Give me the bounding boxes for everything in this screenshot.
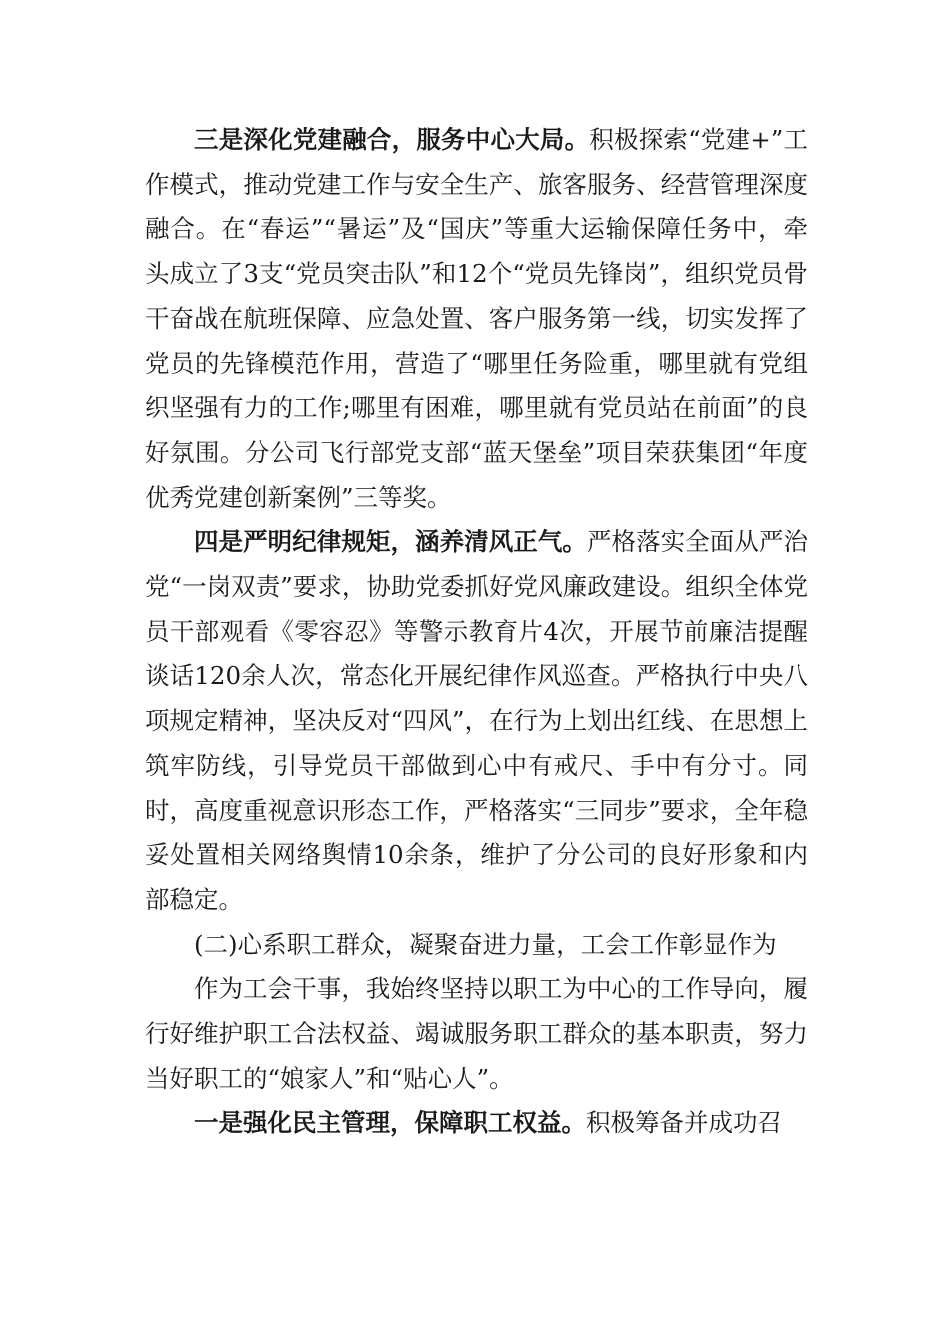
paragraph-union-intro xyxy=(145,967,808,1101)
section-heading-text: (二)心系职工群众，凝聚奋进力量，工会工作彰显作为 xyxy=(194,929,777,959)
section-heading-union-work xyxy=(145,923,808,968)
paragraph-heading: 一是强化民主管理，保障职工权益。 xyxy=(194,1108,586,1138)
paragraph-body: 作为工会干事，我始终坚持以职工为中心的工作导向，履行好维护职工合法权益、竭诚服务职工群众的基本职责，努力当好职工的“娘家人”和“贴心人”。 xyxy=(145,974,808,1093)
paragraph-democratic-management xyxy=(145,1101,808,1146)
paragraph-discipline xyxy=(145,520,808,922)
paragraph-body: 积极探索“党建+”工作模式，推动党建工作与安全生产、旅客服务、经营管理深度融合。在“春运”“暑运”及“国庆”等重大运输保障任务中，牵头成立了3支“党员突击队”和12个“党员先锋岗”，组织党员骨干奋战在航班保障、应急处置、客户服务第一线，切实发挥了党员的先锋模范作用，营造了“哪里任务险重，哪里就有党组织坚强有力的工作;哪里有困难，哪里就有党员站在前面”的良好氛围。分公司飞行部党支部“蓝天堡垒”项目荣获集团“年度优秀党建创新案例”三等奖。 xyxy=(145,125,808,512)
paragraph-body: 严格落实全面从严治党“一岗双责”要求，协助党委抓好党风廉政建设。组织全体党员干部观看《零容忍》等警示教育片4次，开展节前廉洁提醒谈话120余人次，常态化开展纪律作风巡查。严格执行中央八项规定精神，坚决反对“四风”，在行为上划出红线、在思想上筑牢防线，引导党员干部做到心中有戒尺、手中有分寸。同时，高度重视意识形态工作，严格落实“三同步”要求，全年稳妥处置相关网络舆情10余条，维护了分公司的良好形象和内部稳定。 xyxy=(145,527,808,914)
paragraph-party-building-integration xyxy=(145,118,808,520)
document-page xyxy=(145,118,808,1146)
paragraph-heading: 三是深化党建融合，服务中心大局。 xyxy=(194,125,590,154)
paragraph-heading: 四是严明纪律规矩，涵养清风正气。 xyxy=(194,527,587,557)
paragraph-body: 积极筹备并成功召 xyxy=(586,1108,782,1138)
